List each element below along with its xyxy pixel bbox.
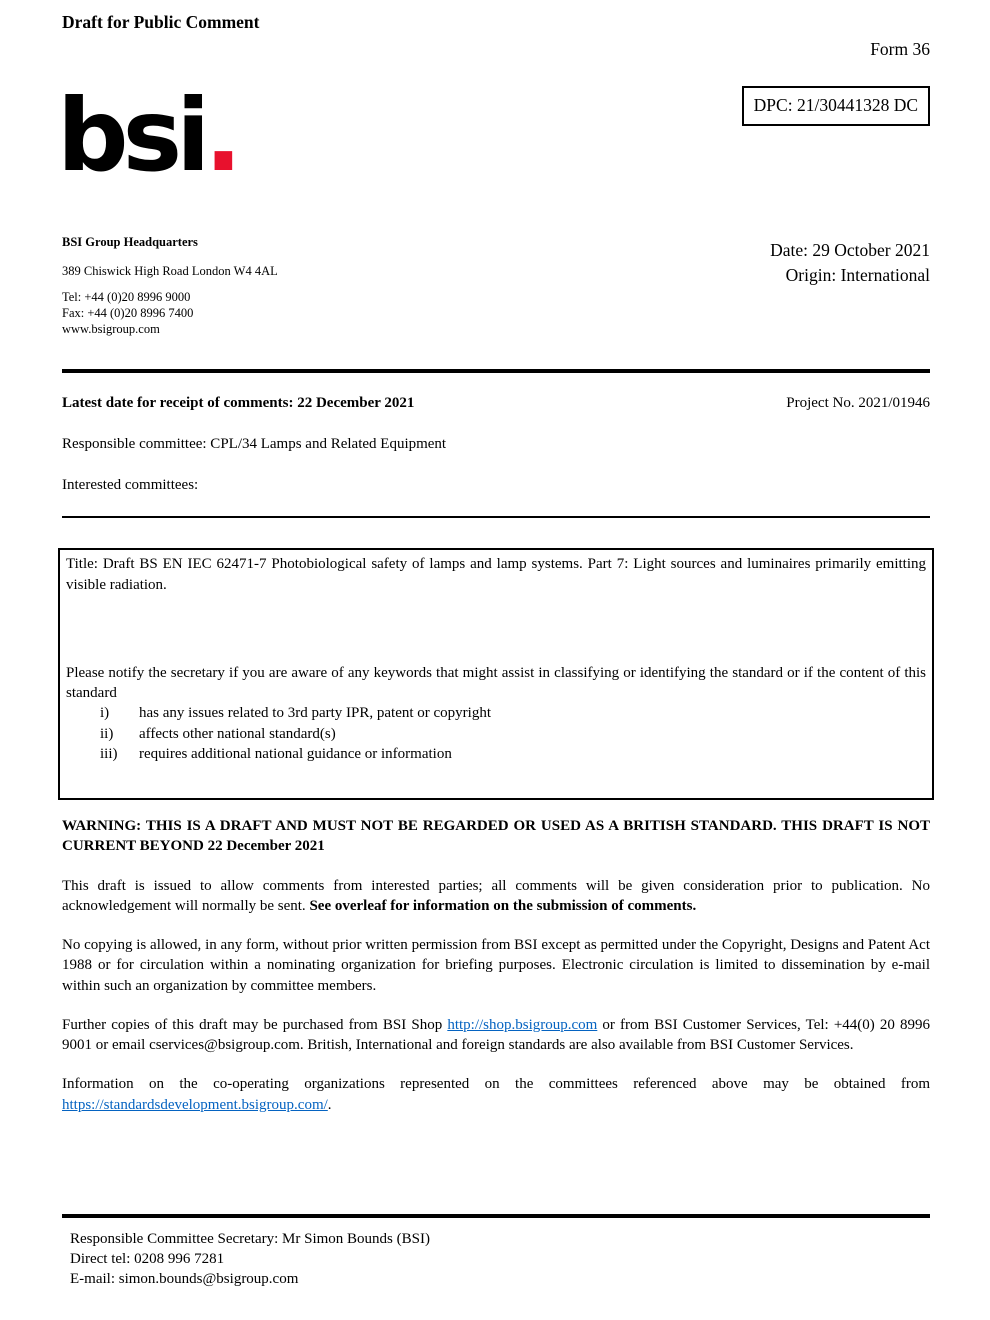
see-overleaf-text: See overleaf for information on the submission of comments. — [309, 897, 697, 914]
list-item — [66, 724, 926, 744]
footer-block — [62, 1214, 930, 1289]
divider-committees — [62, 516, 930, 518]
header-right-column — [742, 86, 930, 337]
email-line: E-mail: simon.bounds@bsigroup.com — [70, 1270, 299, 1287]
latest-date-label: Latest date for receipt of comments: 22 December 2021 — [62, 395, 415, 412]
bsi-shop-link[interactable]: http://shop.bsigroup.com — [447, 1016, 598, 1033]
paragraph-copying: No copying is allowed, in any form, without prior written permission from BSI except as permitted under the Copyright, Designs and Patent Act 1988 or for circulation within a nominating organization for briefing purposes. Electronic circulation is limited to dissemination by e-mail within such an organization by committee members. — [62, 937, 930, 994]
bsi-logo-dot: . — [204, 77, 237, 194]
responsible-committee-line: Responsible committee: CPL/34 Lamps and Related Equipment — [62, 436, 447, 453]
paragraph-further-copies-pre: Further copies of this draft may be purchased from BSI Shop — [62, 1016, 448, 1033]
interested-committees-line: Interested committees: — [62, 477, 199, 494]
list-item-text: affects other national standard(s) — [139, 725, 336, 742]
list-item-numeral: iii) — [100, 745, 118, 762]
secretary-line: Responsible Committee Secretary: Mr Simon Bounds (BSI) — [70, 1231, 430, 1247]
header-left-column — [57, 77, 278, 337]
list-item-text: requires additional national guidance or information — [139, 745, 452, 762]
dpc-number-box: DPC: 21/30441328 DC — [742, 86, 930, 126]
paragraph-organizations-post: . — [327, 1096, 332, 1113]
project-number: Project No. 2021/01946 — [786, 395, 930, 412]
notify-secretary-text: Please notify the secretary if you are aware of any keywords that might assist in classifying or identifying the standard or if the content of this standard — [66, 664, 926, 701]
direct-tel-line: Direct tel: 0208 996 7281 — [70, 1250, 225, 1267]
date-origin-block — [742, 238, 930, 289]
list-item — [66, 744, 926, 764]
headquarters-website: www.bsigroup.com — [62, 322, 160, 336]
list-item — [66, 703, 926, 723]
draft-warning-text: WARNING: THIS IS A DRAFT AND MUST NOT BE REGARDED OR USED AS A BRITISH STANDARD. THIS DRAFT IS NOT CURRENT BEYOND 22 December 2021 — [62, 818, 930, 855]
paragraph-further-copies-post: or from BSI Customer Services, Tel: +44(0) 20 8996 9001 or email cservices@bsigroup.com. British, International and foreign standards are also available from BSI Customer Services. — [62, 1016, 930, 1053]
paragraph-comments-text: This draft is issued to allow comments from interested parties; all comments will be given consideration prior to publication. No acknowledgement will normally be sent. — [62, 877, 930, 914]
headquarters-address-block — [62, 234, 278, 337]
headquarters-title: BSI Group Headquarters — [62, 235, 198, 249]
divider-top — [62, 369, 930, 373]
paragraph-comments — [62, 876, 930, 917]
form-number: Form 36 — [870, 39, 930, 59]
headquarters-street: 389 Chiswick High Road London W4 4AL — [62, 264, 278, 279]
header-block — [57, 77, 930, 337]
list-item-text: has any issues related to 3rd party IPR, patent or copyright — [139, 705, 492, 722]
standards-development-link[interactable]: https://standardsdevelopment.bsigroup.com/ — [62, 1096, 328, 1113]
draft-for-public-comment-label: Draft for Public Comment — [62, 12, 260, 32]
title-box — [58, 548, 934, 800]
bsi-logo — [57, 77, 278, 194]
divider-bottom — [62, 1214, 930, 1218]
date-line: Date: 29 October 2021 — [770, 240, 930, 260]
headquarters-fax: Fax: +44 (0)20 8996 7400 — [62, 305, 194, 320]
footer-contact-lines — [62, 1230, 930, 1289]
bsi-logo-text: bsi — [57, 77, 205, 194]
comments-deadline-row — [62, 395, 930, 412]
paragraph-organizations — [62, 1074, 930, 1115]
origin-line: Origin: International — [785, 265, 930, 286]
standard-title: Title: Draft BS EN IEC 62471-7 Photobiological safety of lamps and lamp systems. Part 7: Light sources and luminaires primarily emitting visible radiation. — [66, 556, 926, 593]
paragraph-organizations-pre: Information on the co-operating organizations represented on the committees referenced above may be obtained from — [62, 1076, 930, 1093]
list-item-numeral: ii) — [100, 725, 114, 742]
headquarters-tel: Tel: +44 (0)20 8996 9000 — [62, 289, 191, 304]
list-item-numeral: i) — [100, 705, 110, 722]
paragraph-further-copies — [62, 1015, 930, 1056]
